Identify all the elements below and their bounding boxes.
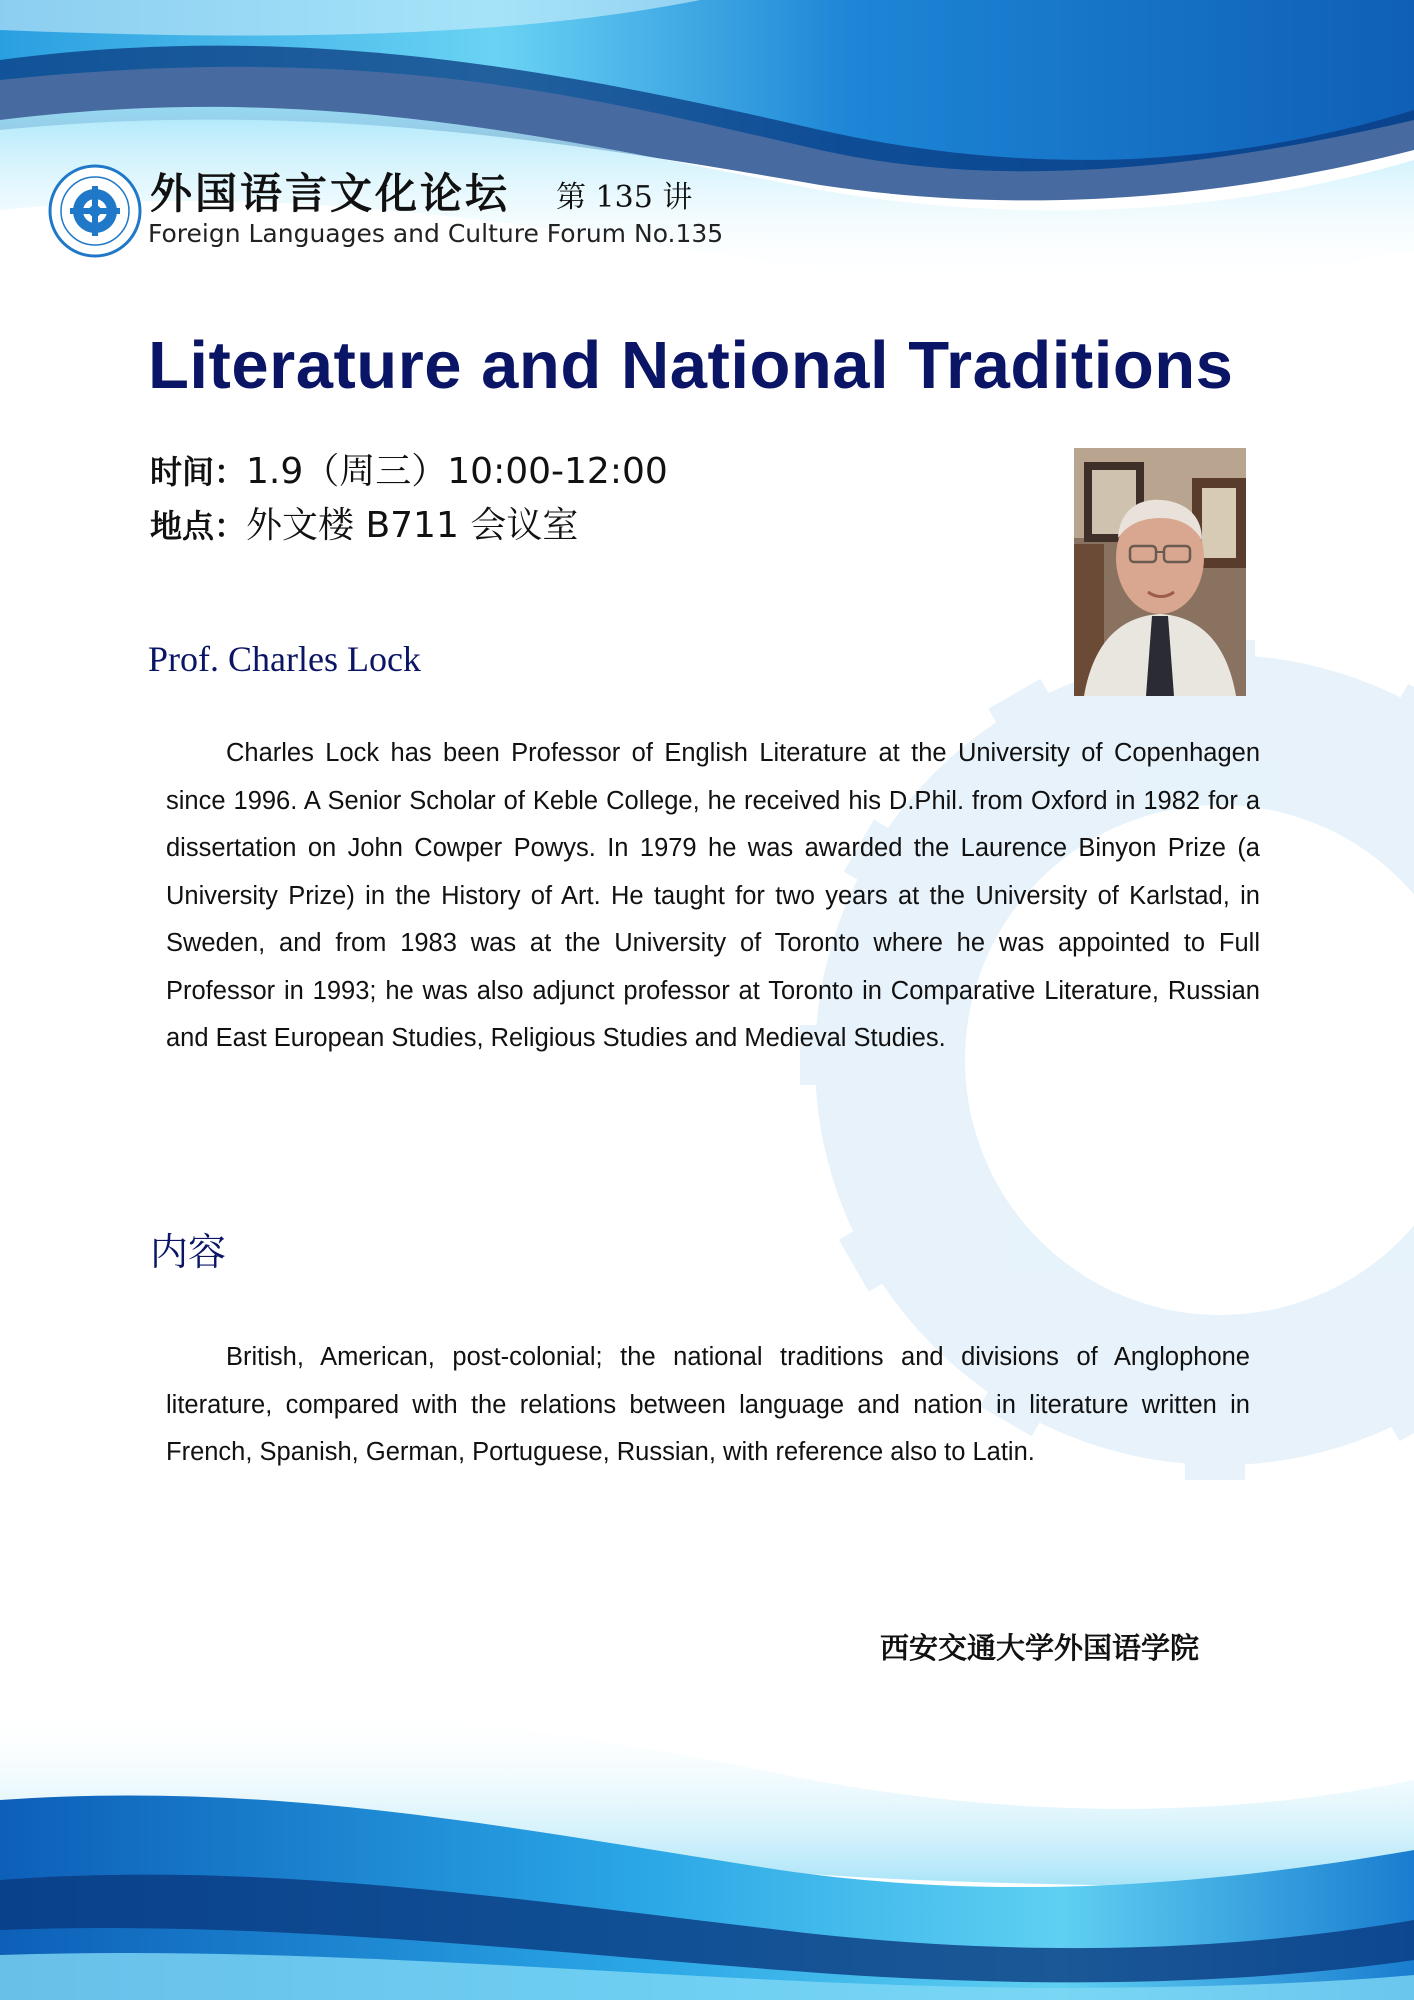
university-seal-icon (48, 164, 142, 258)
forum-title-en: Foreign Languages and Culture Forum No.135 (148, 219, 724, 248)
time-label: 时间： (150, 453, 247, 491)
organizer: 西安交通大学外国语学院 (880, 1631, 1200, 1665)
lecture-title: Literature and National Traditions (148, 328, 1234, 403)
location-row (150, 500, 578, 558)
time-value: 1.9（周三）10:00-12:00 (246, 451, 668, 492)
location-label: 地点： (150, 507, 247, 545)
location-value: 外文楼 B711 会议室 (246, 505, 579, 546)
forum-title-cn: 外国语言文化论坛 (150, 169, 511, 218)
time-row (150, 446, 668, 504)
speaker-bio: Charles Lock has been Professor of English Literature at the University of Copenhagen since 1996. A Senior Scholar of Keble College, he received his D.Phil. from Oxford in 1982 for a dissertation on John Cowper Powys. In 1979 he was awarded the Laurence Binyon Prize (a University Prize) in the History of Art. He taught for two years at the University of Karlstad, in Sweden, and from 1983 was at the University of Toronto where he was appointed to Full Professor in 1993; he was also adjunct professor at Toronto in Comparative Literature, Russian and East European Studies, Religious Studies and Medieval Studies. (166, 739, 1260, 1052)
speaker-name: Prof. Charles Lock (148, 639, 421, 679)
speaker-photo (1074, 448, 1246, 696)
lecture-abstract: British, American, post-colonial; the national traditions and divisions of Anglophone literature, compared with the relations between language and nation in literature written in French, Spanish, German, Portuguese, Russian, with reference also to Latin. (166, 1343, 1250, 1466)
lecture-number: 第 135 讲 (556, 180, 693, 215)
bottom-wave (0, 1708, 1414, 2000)
content-heading: 内容 (150, 1230, 227, 1274)
